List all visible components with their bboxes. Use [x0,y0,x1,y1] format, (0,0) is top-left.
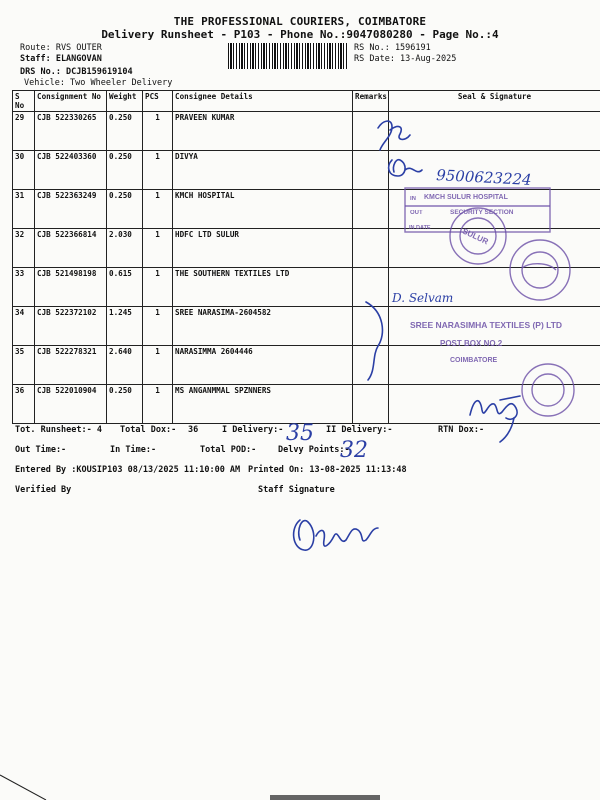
col-consignment: Consignment No [35,91,107,112]
signature-row29 [378,121,410,150]
out-time-label: Out Time:- [15,445,67,455]
delvy-points-label: Delvy Points:- [278,445,350,455]
printed-on: Printed On: 13-08-2025 11:13:48 [248,465,407,475]
cell-consignment: CJB 522403360 [35,151,107,190]
cell-sno: 29 [13,112,35,151]
cell-weight: 1.245 [107,307,143,346]
sree-stamp-line2: POST BOX NO.2 [440,339,503,348]
company-title: THE PROFESSIONAL COURIERS, COIMBATORE [173,15,427,28]
total-runsheet: Tot. Runsheet:- 4 [15,425,102,435]
hdfc-stamp-center: SULUR [460,226,490,247]
cell-consignee: DIVYA [173,151,353,190]
cell-consignee: THE SOUTHERN TEXTILES LTD [173,268,353,307]
cell-sno: 30 [13,151,35,190]
col-weight: Weight [107,91,143,112]
sree-stamp-line1: SREE NARASIMHA TEXTILES (P) LTD [410,320,563,330]
cell-sno: 33 [13,268,35,307]
row36-stamp [522,364,574,416]
i-delivery-label: I Delivery:- [222,425,284,435]
cell-sno: 35 [13,346,35,385]
sree-stamp-line3: COIMBATORE [450,357,498,364]
cell-pcs: 1 [143,190,173,229]
cell-pcs: 1 [143,151,173,190]
cell-consignee: PRAVEEN KUMAR [173,112,353,151]
cell-weight: 0.250 [107,151,143,190]
col-remarks: Remarks [353,91,389,112]
rs-date: RS Date: 13-Aug-2025 [354,54,457,64]
cell-consignment: CJB 522278321 [35,346,107,385]
cell-weight: 2.640 [107,346,143,385]
cell-weight: 0.250 [107,190,143,229]
signature-row36 [470,396,520,419]
cell-sno: 31 [13,190,35,229]
cell-consignment: CJB 522330265 [35,112,107,151]
verified-by-label: Verified By [15,485,72,495]
route-label: Route: RVS OUTER [20,43,102,53]
rtn-dox-label: RTN Dox:- [438,425,485,435]
staff-signature-scribble [294,520,378,550]
rs-number: RS No.: 1596191 [354,43,431,53]
cell-consignee: MS ANGANMMAL SPZNNERS [173,385,353,424]
cell-consignment: CJB 522010904 [35,385,107,424]
total-dox-value: 36 [188,425,199,435]
runsheet-subtitle: Delivery Runsheet - P103 - Phone No.:9047080280 - Page No.:4 [101,28,499,41]
delvy-points-handwritten: 32 [340,438,368,463]
staff-signature-label: Staff Signature [258,485,335,495]
cell-sno: 34 [13,307,35,346]
cell-weight: 0.615 [107,268,143,307]
kmch-stamp-line1: KMCH SULUR HOSPITAL [424,194,508,201]
cell-consignee: KMCH HOSPITAL [173,190,353,229]
in-time-label: In Time:- [110,445,157,455]
cell-pcs: 1 [143,346,173,385]
page-edge-line [0,775,46,800]
page-bottom-mark [270,795,380,800]
handwritten-phone: 9500623224 [435,166,533,189]
cell-weight: 0.250 [107,385,143,424]
signature-row30 [389,160,422,176]
kmch-stamp-line2: SECURITY SECTION [450,209,514,216]
cell-consignment: CJB 522372102 [35,307,107,346]
cell-weight: 0.250 [107,112,143,151]
col-consignee: Consignee Details [173,91,353,112]
vehicle-label: Vehicle: Two Wheeler Delivery [24,78,173,88]
cell-weight: 2.030 [107,229,143,268]
cell-consignment: CJB 522363249 [35,190,107,229]
i-delivery-handwritten: 35 [286,421,314,446]
handwritten-name-row34: D. Selvam [392,291,454,305]
cell-pcs: 1 [143,307,173,346]
southern-textiles-stamp [510,240,570,300]
cell-consignee: SREE NARASIMA-2604582 [173,307,353,346]
cell-pcs: 1 [143,112,173,151]
col-sno: S No [13,91,35,112]
drs-number: DRS No.: DCJB159619104 [20,67,133,77]
col-pcs: PCS [143,91,173,112]
cell-pcs: 1 [143,385,173,424]
bracket-mark [366,302,382,380]
col-seal-signature: Seal & Signature [389,91,600,112]
signature-tail [500,418,514,442]
kmch-stamp-in: IN [410,196,416,202]
kmch-stamp-out: OUT [410,210,423,216]
cell-consignee: HDFC LTD SULUR [173,229,353,268]
staff-label: Staff: ELANGOVAN [20,54,102,64]
total-dox-label: Total Dox:- [120,425,177,435]
cell-consignment: CJB 521498198 [35,268,107,307]
sree-narasimha-stamp [410,320,562,364]
cell-sno: 32 [13,229,35,268]
cell-pcs: 1 [143,229,173,268]
hdfc-round-stamp [450,208,506,264]
kmch-stamp [405,188,550,232]
ii-delivery-label: II Delivery:- [326,425,393,435]
kmch-stamp-date: IN DATE [409,225,431,231]
cell-pcs: 1 [143,268,173,307]
entered-by: Entered By :KOUSIP103 08/13/2025 11:10:00 AM [15,465,241,475]
cell-sno: 36 [13,385,35,424]
total-pod-label: Total POD:- [200,445,257,455]
cell-consignee: NARASIMMA 2604446 [173,346,353,385]
cell-consignment: CJB 522366814 [35,229,107,268]
